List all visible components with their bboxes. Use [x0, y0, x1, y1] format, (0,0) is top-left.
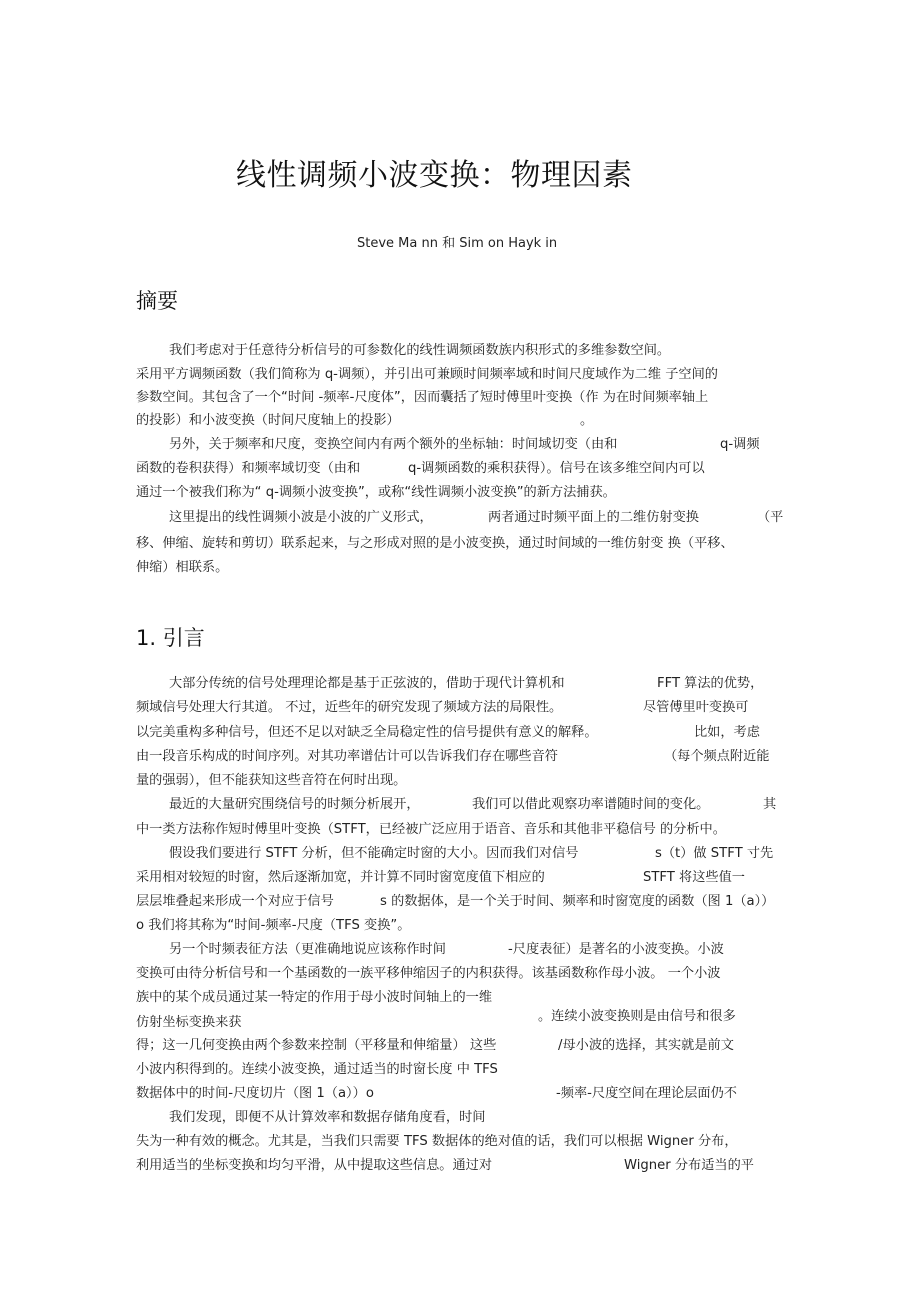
text-line: 中一类方法称作短时傅里叶变换（STFT，已经被广泛应用于语音、音乐和其他非平稳信号 的分析中。	[136, 822, 726, 837]
text-line: 另一个时频表征方法（更准确地说应该称作时间	[169, 942, 446, 957]
text-line: /母小波的选择，其实就是前文	[558, 1038, 734, 1053]
text-line: 伸缩）相联系。	[136, 560, 229, 575]
text-line: 的投影）和小波变换（时间尺度轴上的投影）	[136, 413, 400, 428]
text-line: 仿射坐标变换来获	[136, 1015, 242, 1030]
text-line: 。连续小波变换则是由信号和很多	[538, 1009, 736, 1024]
text-line: （平	[757, 510, 784, 525]
text-line: 我们发现，即便不从计算效率和数据存储角度看，时间	[169, 1110, 486, 1125]
text-line: 两者通过时频平面上的二维仿射变换	[488, 510, 699, 525]
paper-title: 线性调频小波变换：物理因素	[236, 158, 633, 193]
text-line: 变换可由待分析信号和一个基函数的一族平移伸缩因子的内积获得。该基函数称作母小波。 一个小波	[136, 966, 721, 981]
text-line: q-调频函数的乘积获得）。信号在该多维空间内可以	[408, 461, 705, 476]
text-line: 我们可以借此观察功率谱随时间的变化。	[472, 797, 710, 812]
text-line: （每个频点附近能	[664, 749, 770, 764]
text-line: 这里提出的线性调频小波是小波的广义形式，	[169, 510, 433, 525]
text-line: -频率-尺度空间在理论层面仍不	[556, 1086, 737, 1101]
text-line: 量的强弱），但不能获知这些音符在何时出现。	[136, 773, 407, 788]
text-line: 采用相对较短的时窗，然后逐渐加宽，并计算不同时窗宽度值下相应的	[136, 870, 545, 885]
text-line: 利用适当的坐标变换和均匀平滑，从中提取这些信息。通过对	[136, 1158, 493, 1173]
text-line: 小波内积得到的。连续小波变换，通过适当的时窗长度 中 TFS	[136, 1062, 498, 1077]
section-heading: 1. 引言	[136, 626, 205, 650]
text-line: 失为一种有效的概念。尤其是，当我们只需要 TFS 数据体的绝对值的话，我们可以根据 Wigner 分布，	[136, 1134, 738, 1149]
text-line: 尽管傅里叶变换可	[643, 700, 749, 715]
text-line: 层层堆叠起来形成一个对应于信号	[136, 894, 334, 909]
text-line: 。	[580, 413, 594, 428]
text-line: 最近的大量研究围绕信号的时频分析展开，	[169, 797, 420, 812]
text-line: 比如，考虑	[694, 725, 760, 740]
text-line: 族中的某个成员通过某一特定的作用于母小波时间轴上的一维	[136, 990, 493, 1005]
text-line: 移、伸缩、旋转和剪切）联系起来，与之形成对照的是小波变换，通过时间域的一维仿射变 换（平移、	[136, 536, 734, 551]
text-line: FFT 算法的优势，	[657, 676, 764, 691]
text-line: 大部分传统的信号处理理论都是基于正弦波的，借助于现代计算机和	[169, 676, 565, 691]
text-line: 由一段音乐构成的时间序列。对其功率谱估计可以告诉我们存在哪些音符	[136, 749, 558, 764]
text-line: 假设我们要进行 STFT 分析，但不能确定时窗的大小。因而我们对信号	[169, 846, 579, 861]
text-line: 参数空间。其包含了一个“时间 -频率-尺度体”，因而囊括了短时傅里叶变换（作 为在时间频率轴上	[136, 390, 709, 405]
paper-authors: Steve Ma nn 和 Sim on Hayk in	[357, 236, 558, 251]
text-line: s（t）做 STFT 寸先	[655, 846, 774, 861]
text-line: 我们考虑对于任意待分析信号的可参数化的线性调频函数族内积形式的多维参数空间。	[169, 343, 671, 358]
text-line: 得；这一几何变换由两个参数来控制（平移量和伸缩量） 这些	[136, 1038, 497, 1053]
text-line: 通过一个被我们称为“ q-调频小波变换”，或称“线性调频小波变换”的新方法捕获。	[136, 485, 616, 500]
text-line: 其	[763, 797, 777, 812]
text-line: o 我们将其称为“时间-频率-尺度（TFS 变换”。	[136, 918, 411, 933]
text-line: 数据体中的时间-尺度切片（图 1（a））o	[136, 1086, 374, 1101]
text-line: q-调频	[720, 437, 760, 452]
text-line: 函数的卷积获得）和频率域切变（由和	[136, 461, 361, 476]
text-line: Wigner 分布适当的平	[624, 1158, 754, 1173]
text-line: STFT 将这些值一	[643, 870, 745, 885]
text-line: -尺度表征）是著名的小波变换。小波	[508, 942, 724, 957]
abstract-heading: 摘要	[136, 289, 178, 313]
text-line: 另外，关于频率和尺度，变换空间内有两个额外的坐标轴：时间域切变（由和	[169, 437, 618, 452]
text-line: s 的数据体，是一个关于时间、频率和时窗宽度的函数（图 1（a））	[380, 894, 775, 909]
text-line: 采用平方调频函数（我们简称为 q-调频），并引出可兼顾时间频率域和时间尺度域作为二维 子空间的	[136, 367, 718, 382]
text-line: 频域信号处理大行其道。 不过，近些年的研究发现了频域方法的局限性。	[136, 700, 563, 715]
text-line: 以完美重构多种信号，但还不足以对缺乏全局稳定性的信号提供有意义的解释。	[136, 725, 598, 740]
